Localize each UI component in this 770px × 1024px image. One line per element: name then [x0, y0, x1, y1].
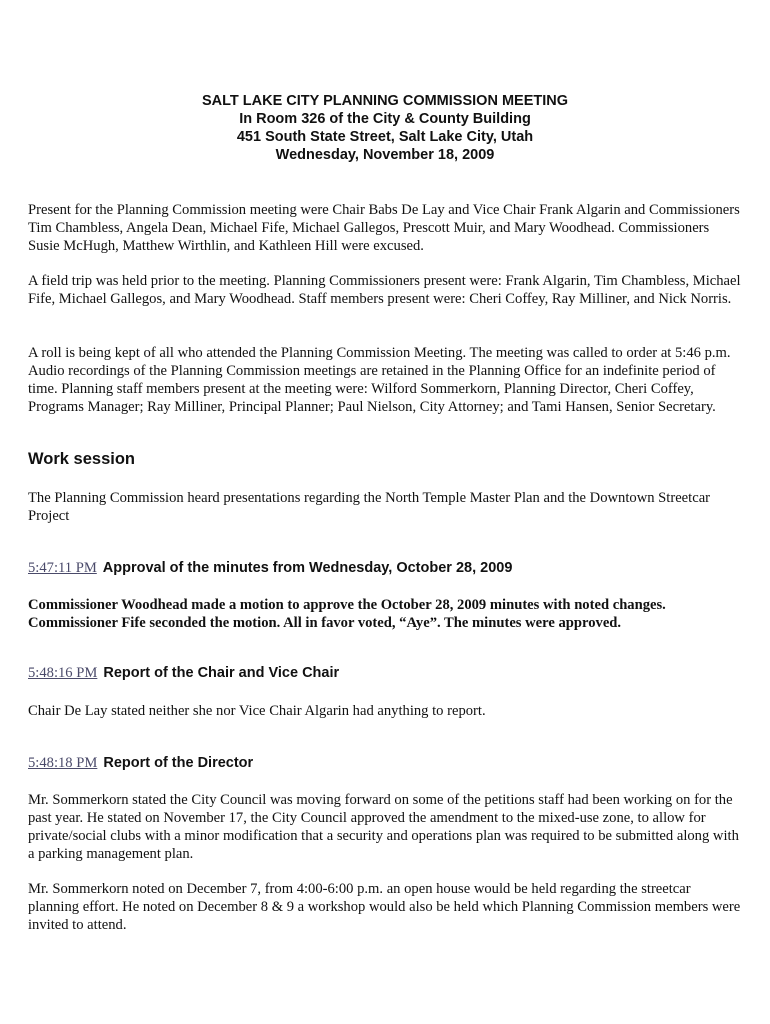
director-report-heading — [28, 755, 253, 772]
chair-report-heading — [28, 665, 339, 682]
minutes-timestamp-link[interactable]: 5:47:11 PM — [28, 560, 97, 576]
minutes-heading-title: Approval of the minutes from Wednesday, October 28, 2009 — [102, 560, 513, 576]
field-trip-paragraph: A field trip was held prior to the meeting. Planning Commissioners present were: Frank Algarin, Tim Chambless, Michael Fife, Michael Gallegos, and Mary Woodhead. Staff members present were: Cheri Coffey, Ray Milliner, and Nick Norris. — [28, 273, 741, 307]
director-report-paragraph-2: Mr. Sommerkorn noted on December 7, from 4:00-6:00 p.m. an open house would be held regarding the streetcar planning effort. He noted on December 8 & 9 a workshop would also be held which Planning Commission members were invited to attend. — [28, 881, 741, 933]
chair-report-heading-title: Report of the Chair and Vice Chair — [103, 665, 340, 681]
chair-report-timestamp-link[interactable]: 5:48:16 PM — [28, 665, 98, 681]
minutes-heading — [28, 560, 512, 577]
meeting-header — [0, 92, 770, 164]
director-report-paragraph-1: Mr. Sommerkorn stated the City Council was moving forward on some of the petitions staff had been working on for the past year. He stated on November 17, the City Council approved the amendment to the mixed-use zone, to allow for private/social clubs with a minor modification that a security and operations plan was required to be submitted along with a parking management plan. — [28, 792, 739, 862]
work-session-heading: Work session — [28, 450, 135, 468]
meeting-title: SALT LAKE CITY PLANNING COMMISSION MEETING — [202, 93, 568, 109]
chair-report-paragraph: Chair De Lay stated neither she nor Vice Chair Algarin had anything to report. — [28, 703, 486, 719]
meeting-address: 451 South State Street, Salt Lake City, Utah — [236, 129, 534, 145]
minutes-motion-paragraph: Commissioner Woodhead made a motion to approve the October 28, 2009 minutes with noted changes. Commissioner Fife seconded the motion. All in favor voted, “Aye”. The minutes were approved. — [28, 597, 666, 631]
attendance-paragraph: Present for the Planning Commission meeting were Chair Babs De Lay and Vice Chair Frank Algarin and Commissioners Tim Chambless, Angela Dean, Michael Fife, Michael Gallegos, Prescott Muir, and Mary Woodhead. Commissioners Susie McHugh, Matthew Wirthlin, and Kathleen Hill were excused. — [28, 202, 740, 254]
meeting-date: Wednesday, November 18, 2009 — [275, 147, 495, 163]
meeting-room: In Room 326 of the City & County Building — [239, 111, 531, 127]
work-session-paragraph: The Planning Commission heard presentations regarding the North Temple Master Plan and the Downtown Streetcar Project — [28, 490, 711, 524]
director-report-timestamp-link[interactable]: 5:48:18 PM — [28, 755, 98, 771]
roll-paragraph: A roll is being kept of all who attended the Planning Commission Meeting. The meeting was called to order at 5:46 p.m. Audio recordings of the Planning Commission meetings are retained in the Planning Office for an indefinite period of time. Planning staff members present at the meeting were: Wilford Sommerkorn, Planning Director, Cheri Coffey, Programs Manager; Ray Milliner, Principal Planner; Paul Nielson, City Attorney; and Tami Hansen, Senior Secretary. — [28, 345, 731, 415]
director-report-heading-title: Report of the Director — [103, 755, 254, 771]
